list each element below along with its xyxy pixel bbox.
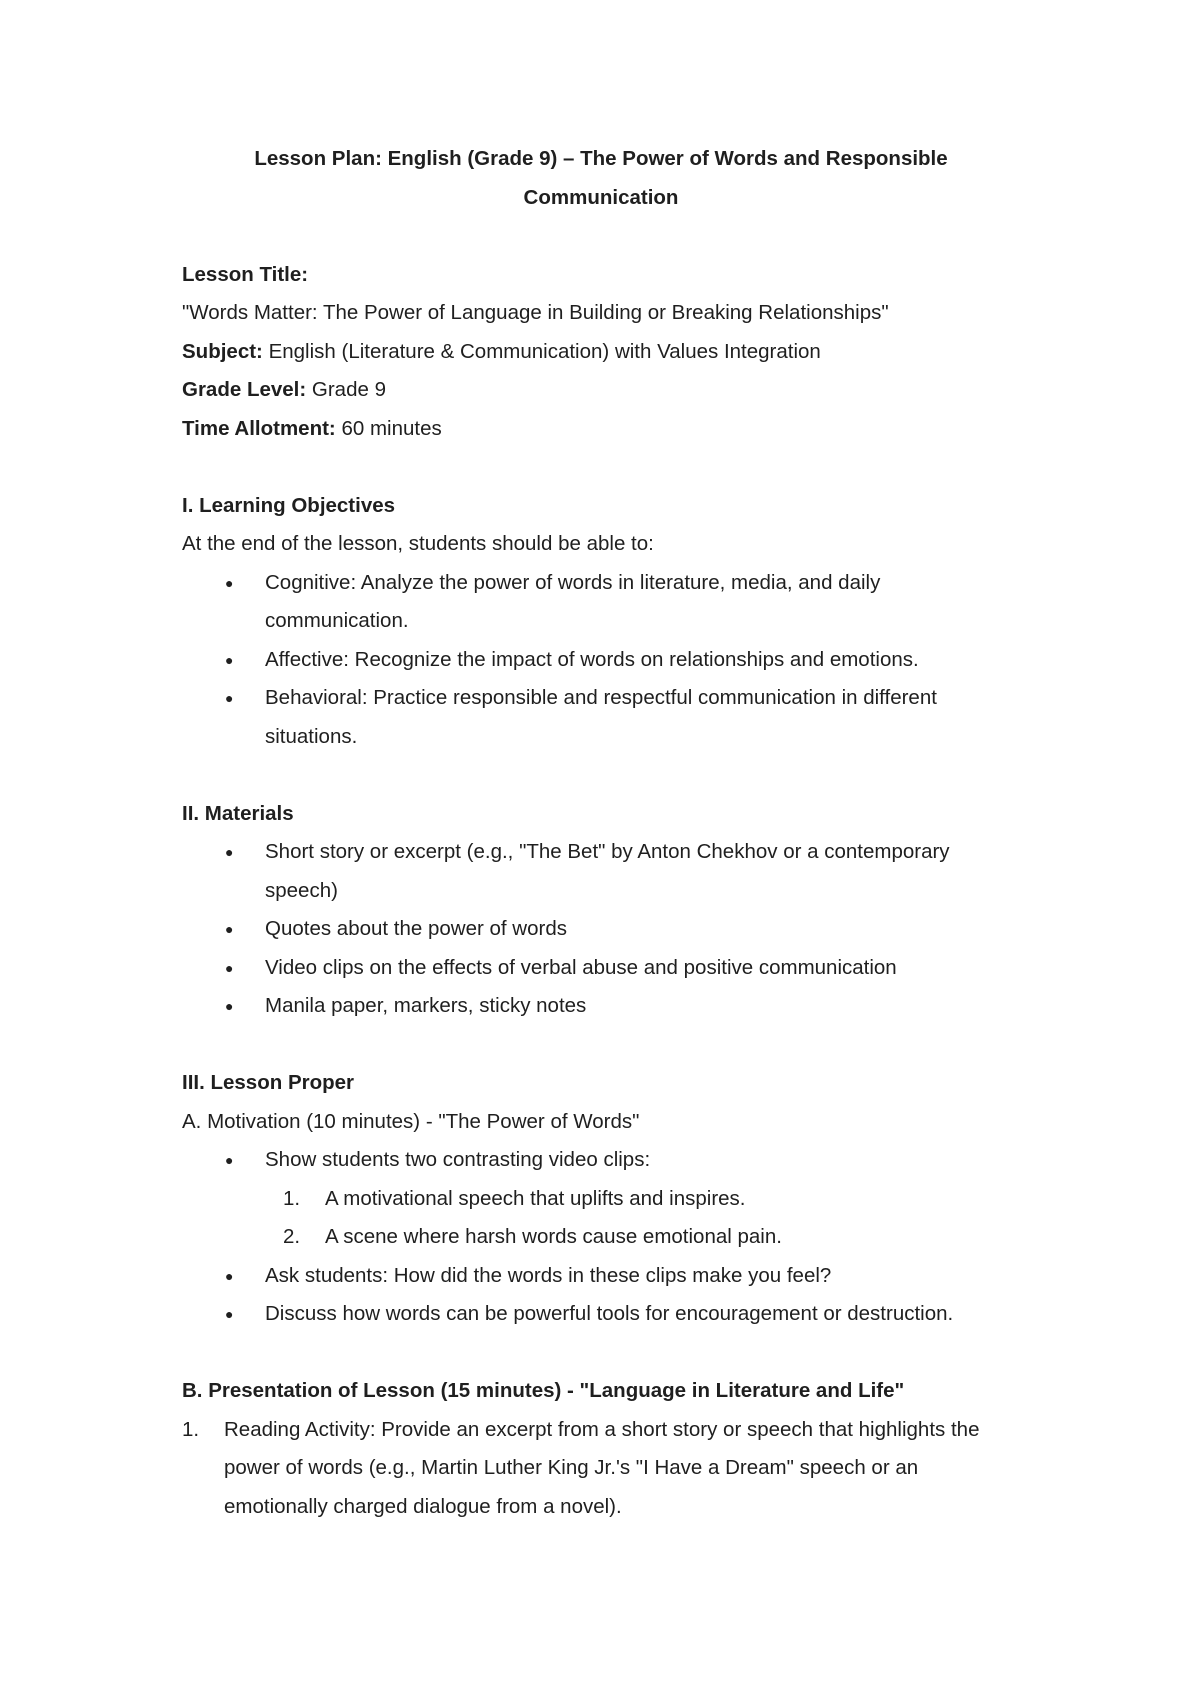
subject-value: English (Literature & Communication) with Values Integration <box>262 339 821 363</box>
list-item: 1. A motivational speech that uplifts and inspires. <box>283 1186 746 1210</box>
bullet-icon: ● <box>225 690 234 706</box>
grade-value: Grade 9 <box>306 378 386 401</box>
lesson-title-label: Lesson Title: <box>182 262 309 286</box>
list-item: ● Ask students: How did the words in these clips make you feel? <box>182 1257 1020 1296</box>
bullet-icon: ● <box>225 651 234 668</box>
list-item: ● Discuss how words can be powerful tools for encouragement or destruction. <box>182 1295 1020 1334</box>
list-item: ● Video clips on the effects of verbal abuse and positive communication <box>182 949 1020 988</box>
time-value: 60 minutes <box>335 416 442 440</box>
list-item: 2. A scene where harsh words cause emotional pain. <box>283 1225 782 1248</box>
objectives-list <box>182 564 1020 757</box>
bullet-icon: ● <box>225 921 234 937</box>
time-label: Time Allotment: <box>182 416 336 440</box>
bullet-icon: ● <box>225 844 234 860</box>
materials-heading: II. Materials <box>182 801 294 825</box>
bullet-icon: ● <box>225 959 234 976</box>
motivation-subheading: A. Motivation (10 minutes) - "The Power of Words" <box>182 1109 640 1133</box>
clips-list <box>182 1180 1020 1257</box>
materials-list <box>182 833 1020 1026</box>
list-item: ● Affective: Recognize the impact of words on relationships and emotions. <box>182 641 1020 680</box>
list-item: ● Cognitive: Analyze the power of words in literature, media, and daily communication. <box>182 564 1020 641</box>
bullet-icon: ● <box>225 574 234 591</box>
presentation-list <box>182 1411 1020 1527</box>
bullet-icon: ● <box>225 998 234 1014</box>
grade-label: Grade Level: <box>182 378 307 401</box>
bullet-icon: ● <box>225 1267 234 1284</box>
list-item: 1. Reading Activity: Provide an excerpt from a short story or speech that highlights the power of words (e.g., Martin Luther King Jr.'s "I Have a Dream" speech or an emotionally charged dialogue from a novel). <box>182 1417 980 1518</box>
objectives-intro: At the end of the lesson, students should be able to: <box>182 532 654 555</box>
time-line <box>182 410 1020 449</box>
list-item: ● Behavioral: Practice responsible and respectful communication in different situations. <box>182 679 1020 756</box>
objectives-heading: I. Learning Objectives <box>182 493 396 517</box>
motivation-list-continued <box>182 1257 1020 1334</box>
page-title: Lesson Plan: English (Grade 9) – The Power of Words and Responsible Communication <box>254 147 948 209</box>
subject-label: Subject: <box>182 339 263 363</box>
lesson-title-value: "Words Matter: The Power of Language in Building or Breaking Relationships" <box>182 301 889 324</box>
lesson-proper-heading: III. Lesson Proper <box>182 1071 355 1094</box>
grade-line <box>182 371 1020 410</box>
list-item: ● Show students two contrasting video clips: <box>182 1141 1020 1180</box>
bullet-icon: ● <box>225 1152 234 1168</box>
list-item: ● Manila paper, markers, sticky notes <box>182 987 1020 1026</box>
list-item: ● Quotes about the power of words <box>182 910 1020 949</box>
motivation-list <box>182 1141 1020 1180</box>
subject-line <box>182 333 1020 372</box>
bullet-icon: ● <box>225 1306 234 1322</box>
presentation-heading: B. Presentation of Lesson (15 minutes) - "Language in Literature and Life" <box>182 1379 905 1402</box>
list-item: ● Short story or excerpt (e.g., "The Bet" by Anton Chekhov or a contemporary speech) <box>182 833 1020 910</box>
